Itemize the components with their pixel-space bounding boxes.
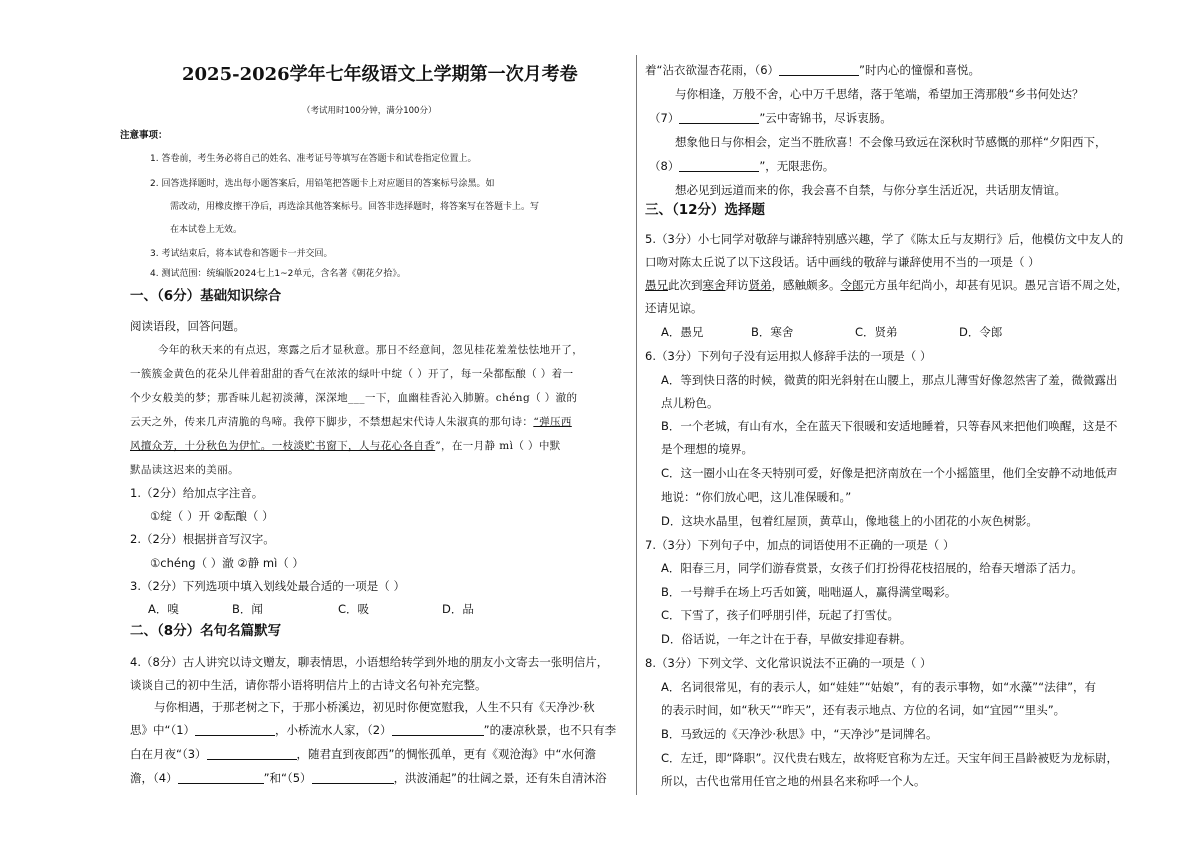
text: ，感触颇多。 (771, 278, 841, 292)
question-5-passage: 还请见谅。 (645, 301, 703, 315)
notice-line: 3. 考试结束后，将本试卷和答题卡一并交回。 (150, 249, 333, 259)
question-7-option: C．下雪了，孩子们呼朋引伴，玩起了打雪仗。 (661, 608, 900, 622)
question-4-cont: 想象他日与你相会，定当不胜欣喜！不会像马致远在深秋时节感慨的那样“夕阳西下， (675, 135, 1107, 149)
question-4: 4.（8分）古人讲究以诗文赠友，聊表情思，小语想给转学到外地的朋友小文寄去一张明信片， (130, 655, 609, 669)
text: 此次到 (668, 278, 703, 292)
question-4-cont (649, 158, 834, 174)
text: 思》中“（1） (130, 723, 196, 737)
question-8: 8.（3分）下列文学、文化常识说法不正确的一项是（ ） (645, 656, 932, 670)
underlined-poem: “弹压西 (533, 416, 572, 428)
question-6-option: B．一个老城，有山有水，全在蓝天下很暖和安适地睡着，只等春风来把他们唤醒，这是不 (661, 419, 1118, 433)
passage-line: 今年的秋天来的有点迟，寒露之后才显秋意。那日不经意间，忽见桂花羞羞怯怯地开了， (158, 344, 584, 356)
notice-line: 需改动，用橡皮擦干净后，再选涂其他答案标号。回答非选择题时，将答案写在答题卡上。写 (170, 202, 540, 212)
question-4-line (130, 722, 616, 738)
text: ”，无限悲伤。 (759, 159, 835, 173)
answer-blank[interactable] (312, 771, 394, 784)
question-6: 6.（3分）下列句子没有运用拟人修辞手法的一项是（ ） (645, 349, 932, 363)
question-8-option: A．名词很常见，有的表示人，如“娃娃”“姑娘”，有的表示事物，如“水藻”“法律”，有 (661, 680, 1097, 694)
answer-blank[interactable] (392, 723, 484, 736)
option-a: A．愚兄 (661, 325, 704, 339)
underlined-word: 令郎 (840, 278, 864, 292)
text: 澹，（4） (130, 771, 178, 785)
question-7-option: D．俗话说，一年之计在于春，早做安排迎春耕。 (661, 632, 912, 646)
question-4-line: 谈谈自己的初中生活，请你帮小语将明信片上的古诗文名句补充完整。 (130, 678, 487, 692)
answer-blank[interactable] (178, 771, 264, 784)
question-4-cont (645, 62, 980, 78)
text: 白在月夜“（3） (130, 747, 207, 761)
option-b: B．闻 (232, 602, 263, 616)
option-a: A．嗅 (148, 602, 179, 616)
option-b: B．寒舍 (751, 325, 794, 339)
text: 拜访 (725, 278, 749, 292)
underlined-word: 寒舍 (702, 278, 726, 292)
section2-heading: 二、（8分）名句名篇默写 (130, 623, 282, 639)
text: ，洪波涌起”的壮阔之景，还有朱自清沐浴 (393, 771, 607, 785)
section1-heading: 一、（6分）基础知识综合 (130, 288, 282, 304)
text: ”的凄凉秋景，也不只有李 (483, 723, 617, 737)
question-5-passage (645, 277, 1128, 293)
question-4-cont: 与你相逢，万般不舍，心中万千思绪，落于笔端，希望加王湾那般“乡书何处达？ (675, 87, 1084, 101)
notice-line: 4. 测试范围：统编版2024七上1~2单元，含名著《朝花夕拾》。 (150, 269, 406, 279)
text: ”时内心的憧憬和喜悦。 (859, 63, 980, 77)
passage-line: 一簇簇金黄色的花朵儿伴着甜甜的香气在浓浓的绿叶中绽（ ）开了，每一朵都酝酿（ ）着一 (130, 368, 574, 380)
notice-line: 1. 答卷前，考生务必将自己的姓名、准考证号等填写在答题卡和试卷指定位置上。 (150, 154, 477, 164)
text: ”和“（5） (263, 771, 312, 785)
text: （7） (649, 111, 680, 125)
answer-blank[interactable] (679, 111, 759, 124)
answer-blank[interactable] (207, 747, 297, 760)
question-1: 1.（2分）给加点字注音。 (130, 486, 264, 500)
question-6-option: D．这块水晶里，包着红屋顶，黄草山，像地毯上的小团花的小灰色树影。 (661, 514, 1038, 528)
question-8-option: 的表示时间，如“秋天”“昨天”，还有表示地点、方位的名词，如“宜园”“里头”。 (661, 703, 1066, 717)
option-d: D．品 (442, 602, 474, 616)
question-4-line: 与你相遇，于那老树之下，于那小桥溪边，初见时你便宽慰我，人生不只有《天净沙·秋 (154, 700, 595, 714)
passage-text: ”，在一月静 mì（ ）中默 (435, 440, 561, 452)
column-divider (636, 55, 637, 795)
answer-blank[interactable] (195, 723, 275, 736)
question-6-option: 是个理想的境界。 (661, 442, 753, 456)
question-6-option: 点儿粉色。 (661, 396, 719, 410)
passage-line (130, 438, 561, 454)
notice-line: 2. 回答选择题时，选出每小题答案后，用铅笔把答题卡上对应题目的答案标号涂黑。如 (150, 179, 495, 189)
question-8-option: B．马致远的《天净沙·秋思》中，“天净沙”是词牌名。 (661, 727, 938, 741)
answer-blank[interactable] (779, 63, 859, 76)
passage-line: 个少女般美的梦；那香味儿起初淡薄，深深地___一下，血幽桂香沁入肺腑。chéng（ ）澈的 (130, 392, 578, 404)
question-4-line (130, 770, 607, 786)
text: ，随君直到夜郎西”的惆怅孤单，更有《观沧海》中“水何澹 (296, 747, 596, 761)
question-2: 2.（2分）根据拼音写汉字。 (130, 532, 275, 546)
text: ，小桥流水人家，（2） (275, 723, 392, 737)
question-3: 3.（2分）下列选项中填入划线处最合适的一项是（ ） (130, 579, 405, 593)
underlined-word: 愚兄 (645, 278, 668, 292)
option-c: C．吸 (338, 602, 370, 616)
section3-heading: 三、（12分）选择题 (645, 202, 766, 218)
text: 元方虽年纪尚小，却甚有见识。愚兄言语不周之处， (863, 278, 1128, 292)
text: ”云中寄锦书，尽诉衷肠。 (759, 111, 892, 125)
question-6-option: 地说：“你们放心吧，这儿准保暖和。” (661, 490, 852, 504)
answer-blank[interactable] (679, 159, 759, 172)
question-7-option: B．一号辩手在场上巧舌如簧，咄咄逼人，赢得满堂喝彩。 (661, 585, 957, 599)
question-5: 5.（3分）小七同学对敬辞与谦辞特别感兴趣，学了《陈太丘与友期行》后，他模仿文中友人的 (645, 232, 1124, 246)
notice-line: 在本试卷上无效。 (170, 225, 243, 235)
question-5-line: 口吻对陈太丘说了以下这段话。话中画线的敬辞与谦辞使用不当的一项是（ ） (645, 255, 1040, 269)
text: （8） (649, 159, 680, 173)
option-d: D．令郎 (959, 325, 1003, 339)
question-6-option: C．这一圈小山在冬天特别可爱，好像是把济南放在一个小摇篮里，他们全安静不动地低声 (661, 466, 1118, 480)
question-7-option: A．阳春三月，同学们游春赏景，女孩子们打扮得花枝招展的，给春天增添了活力。 (661, 561, 1083, 575)
passage-line (130, 414, 572, 430)
question-7: 7.（3分）下列句子中，加点的词语使用不正确的一项是（ ） (645, 538, 955, 552)
underlined-word: 贤弟 (748, 278, 772, 292)
question-8-option: 所以，古代也常用任官之地的州县名来称呼一个人。 (661, 774, 926, 788)
question-6-option: A．等到快日落的时候，微黄的阳光斜射在山腰上，那点儿薄雪好像忽然害了羞，微微露出 (661, 373, 1118, 387)
question-2-items: ①chéng（ ）澈 ②静 mì（ ） (150, 556, 304, 570)
section1-intro: 阅读语段，回答问题。 (130, 319, 245, 333)
notice-heading: 注意事项： (120, 130, 168, 141)
option-c: C．贤弟 (855, 325, 898, 339)
question-4-cont: 想必见到远道而来的你，我会喜不自禁，与你分享生活近况，共话朋友情谊。 (675, 183, 1066, 197)
passage-text: 云天之外，传来几声清脆的鸟啼。我停下脚步，不禁想起宋代诗人朱淑真的那句诗： (130, 416, 534, 428)
question-4-line (130, 746, 596, 762)
question-1-items: ①绽（ ）开 ②酝酿（ ） (150, 509, 274, 523)
underlined-poem: 风擅众芳，十分秋色为伊忙。一枝淡贮书窗下，人与花心各自香 (130, 440, 436, 452)
text: 着“沾衣欲湿杏花雨，（6） (645, 63, 780, 77)
page-title: 2025-2026学年七年级语文上学期第一次月考卷 (182, 64, 578, 85)
question-4-cont (649, 110, 892, 126)
exam-subtitle: （考试用时100分钟，满分100分） (302, 106, 437, 116)
passage-line: 默品读这迟来的美丽。 (130, 464, 239, 476)
question-8-option: C．左迁，即“降职”。汉代贵右贱左，故将贬官称为左迁。天宝年间王昌龄被贬为龙标尉， (661, 751, 1118, 765)
